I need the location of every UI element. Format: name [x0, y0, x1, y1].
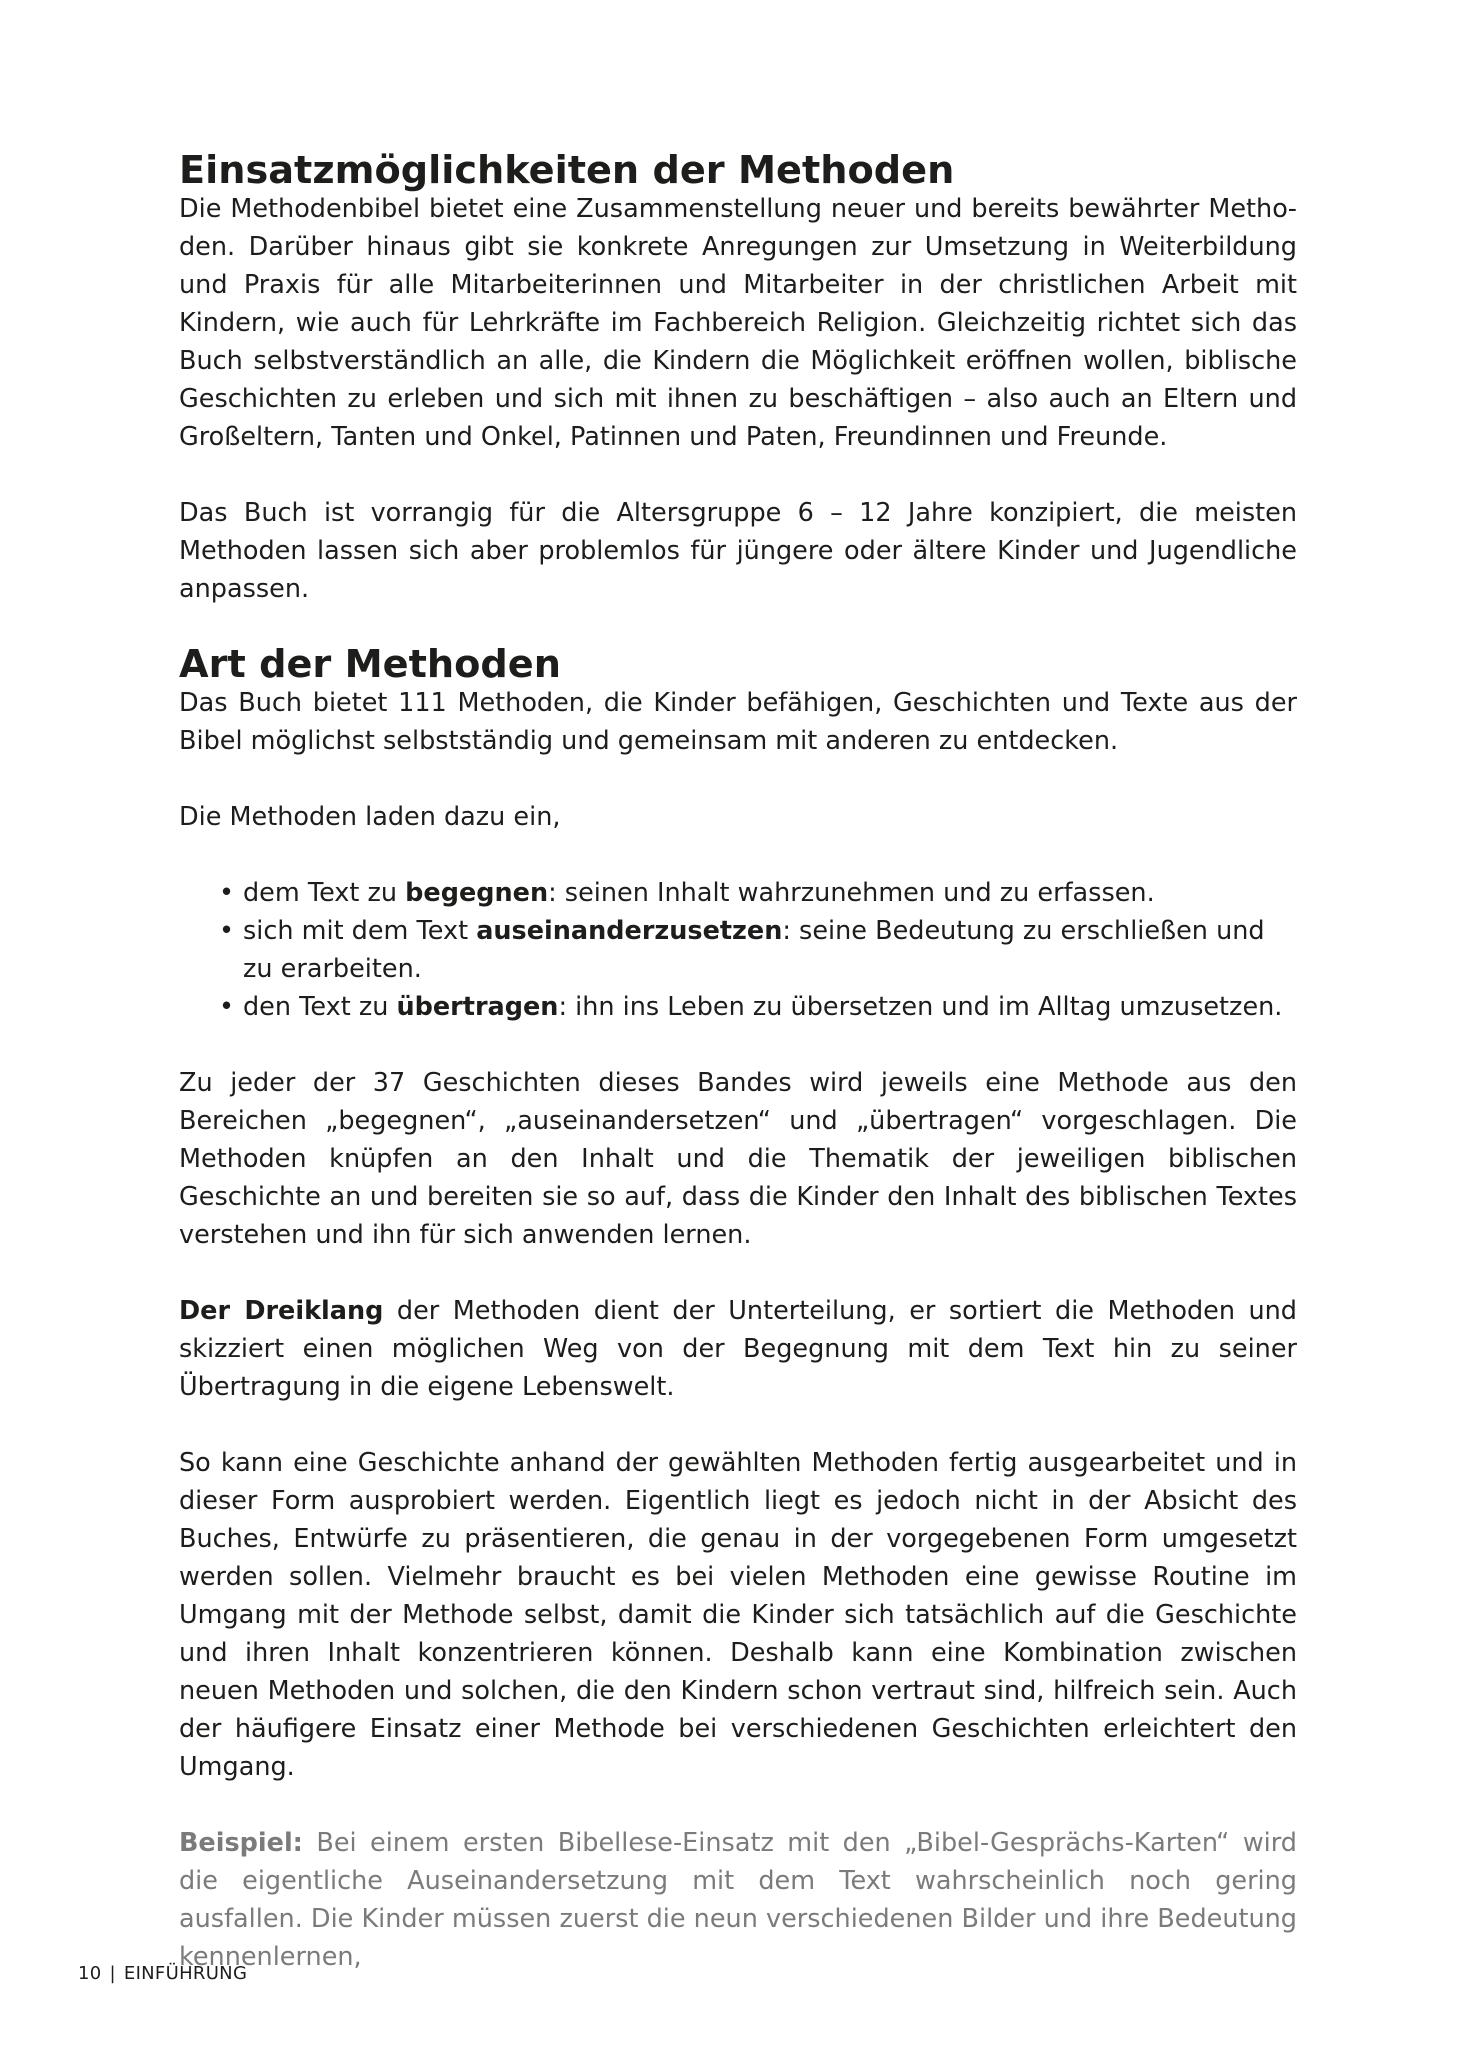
paragraph-intro-list: Die Methoden laden dazu ein,: [179, 802, 561, 832]
bullet-icon: •: [219, 916, 235, 946]
paragraph-dreiklang: Der Dreiklang der Methoden dient der Unterteilung, er sortiert die Methoden und skizziert einen möglichen Weg von der Begegnung mit dem Text hin zu seiner Übertragung in die eigene Lebenswelt.: [179, 1296, 1297, 1402]
paragraph-altersgruppe: Das Buch ist vorrangig für die Altersgruppe 6 – 12 Jahre konzipiert, die meisten Methoden lassen sich aber problemlos für jüngere oder ältere Kinder und Jugendliche anpassen.: [179, 498, 1297, 604]
list-item: • dem Text zu begegnen: seinen Inhalt wahrzunehmen und zu erfassen.: [219, 874, 1297, 912]
bullet-icon: •: [219, 992, 235, 1022]
bullet-icon: •: [219, 878, 235, 908]
section-heading-art: Art der Methoden: [179, 642, 561, 687]
page-content: [179, 148, 1297, 1976]
keyword-uebertragen: übertragen: [396, 992, 559, 1022]
list-item: • sich mit dem Text auseinanderzusetzen: seine Bedeutung zu erschließen und zu erarbeiten.: [219, 912, 1297, 988]
paragraph-111-methoden: Das Buch bietet 111 Methoden, die Kinder befähigen, Geschichten und Texte aus der Bibel möglichst selbstständig und gemeinsam mit anderen zu entdecken.: [179, 688, 1297, 756]
keyword-auseinanderzusetzen: auseinanderzusetzen: [476, 916, 783, 946]
method-list: [179, 874, 1297, 1026]
list-item: • den Text zu übertragen: ihn ins Leben zu übersetzen und im Alltag umzusetzen.: [219, 988, 1297, 1026]
example-label: Beispiel:: [179, 1828, 303, 1858]
paragraph-37-geschichten: Zu jeder der 37 Geschichten dieses Bandes wird jeweils eine Methode aus den Bereichen „begegnen“, „auseinandersetzen“ und „übertragen“ vorgeschlagen. Die Methoden knüpfen an den Inhalt und die Thematik der jeweiligen biblischen Geschichte an und bereiten sie so auf, dass die Kinder den Inhalt des biblischen Textes verstehen und ihn für sich anwenden lernen.: [179, 1068, 1297, 1250]
footer-separator: |: [109, 1963, 116, 1984]
page-footer: [78, 1963, 247, 1984]
keyword-dreiklang: Der Dreiklang: [179, 1296, 384, 1326]
chapter-title: EINFÜHRUNG: [123, 1963, 248, 1984]
paragraph-methodenbibel: Die Methodenbibel bietet eine Zusammenstellung neuer und bereits bewährter Methoden. Darüber hinaus gibt sie konkrete Anregungen zur Umsetzung in Weiterbildung und Praxis für alle Mitarbeiterinnen und Mitarbeiter in der christlichen Arbeit mit Kindern, wie auch für Lehrkräfte im Fachbereich Religion. Gleichzeitig richtet sich das Buch selbstverständlich an alle, die Kindern die Möglichkeit eröffnen wollen, biblische Geschichten zu erleben und sich mit ihnen zu beschäftigen – also auch an Eltern und Großeltern, Tanten und Onkel, Patinnen und Paten, Freundinnen und Freunde.: [179, 194, 1297, 452]
paragraph-beispiel: Beispiel: Bei einem ersten Bibellese-Einsatz mit den „Bibel-Gesprächs-Karten“ wird die eigentliche Auseinandersetzung mit dem Text wahrscheinlich noch gering ausfallen. Die Kinder müssen zuerst die neun verschiedenen Bilder und ihre Bedeutung kennenlernen,: [179, 1828, 1297, 1972]
page-number: 10: [78, 1963, 102, 1984]
keyword-begegnen: begegnen: [405, 878, 549, 908]
paragraph-routine: So kann eine Geschichte anhand der gewählten Methoden fertig ausgearbeitet und in dieser Form ausprobiert werden. Eigentlich liegt es jedoch nicht in der Absicht des Buches, Entwürfe zu präsentieren, die genau in der vorgegebenen Form umgesetzt werden sollen. Vielmehr braucht es bei vielen Methoden eine gewisse Routine im Umgang mit der Methode selbst, damit die Kinder sich tatsächlich auf die Geschichte und ihren Inhalt konzentrieren können. Deshalb kann eine Kombination zwischen neuen Methoden und solchen, die den Kindern schon vertraut sind, hilfreich sein. Auch der häufigere Einsatz einer Methode bei verschiedenen Geschichten erleichtert den Umgang.: [179, 1448, 1297, 1782]
section-heading-einsatz: Einsatzmöglichkeiten der Methoden: [179, 148, 955, 193]
